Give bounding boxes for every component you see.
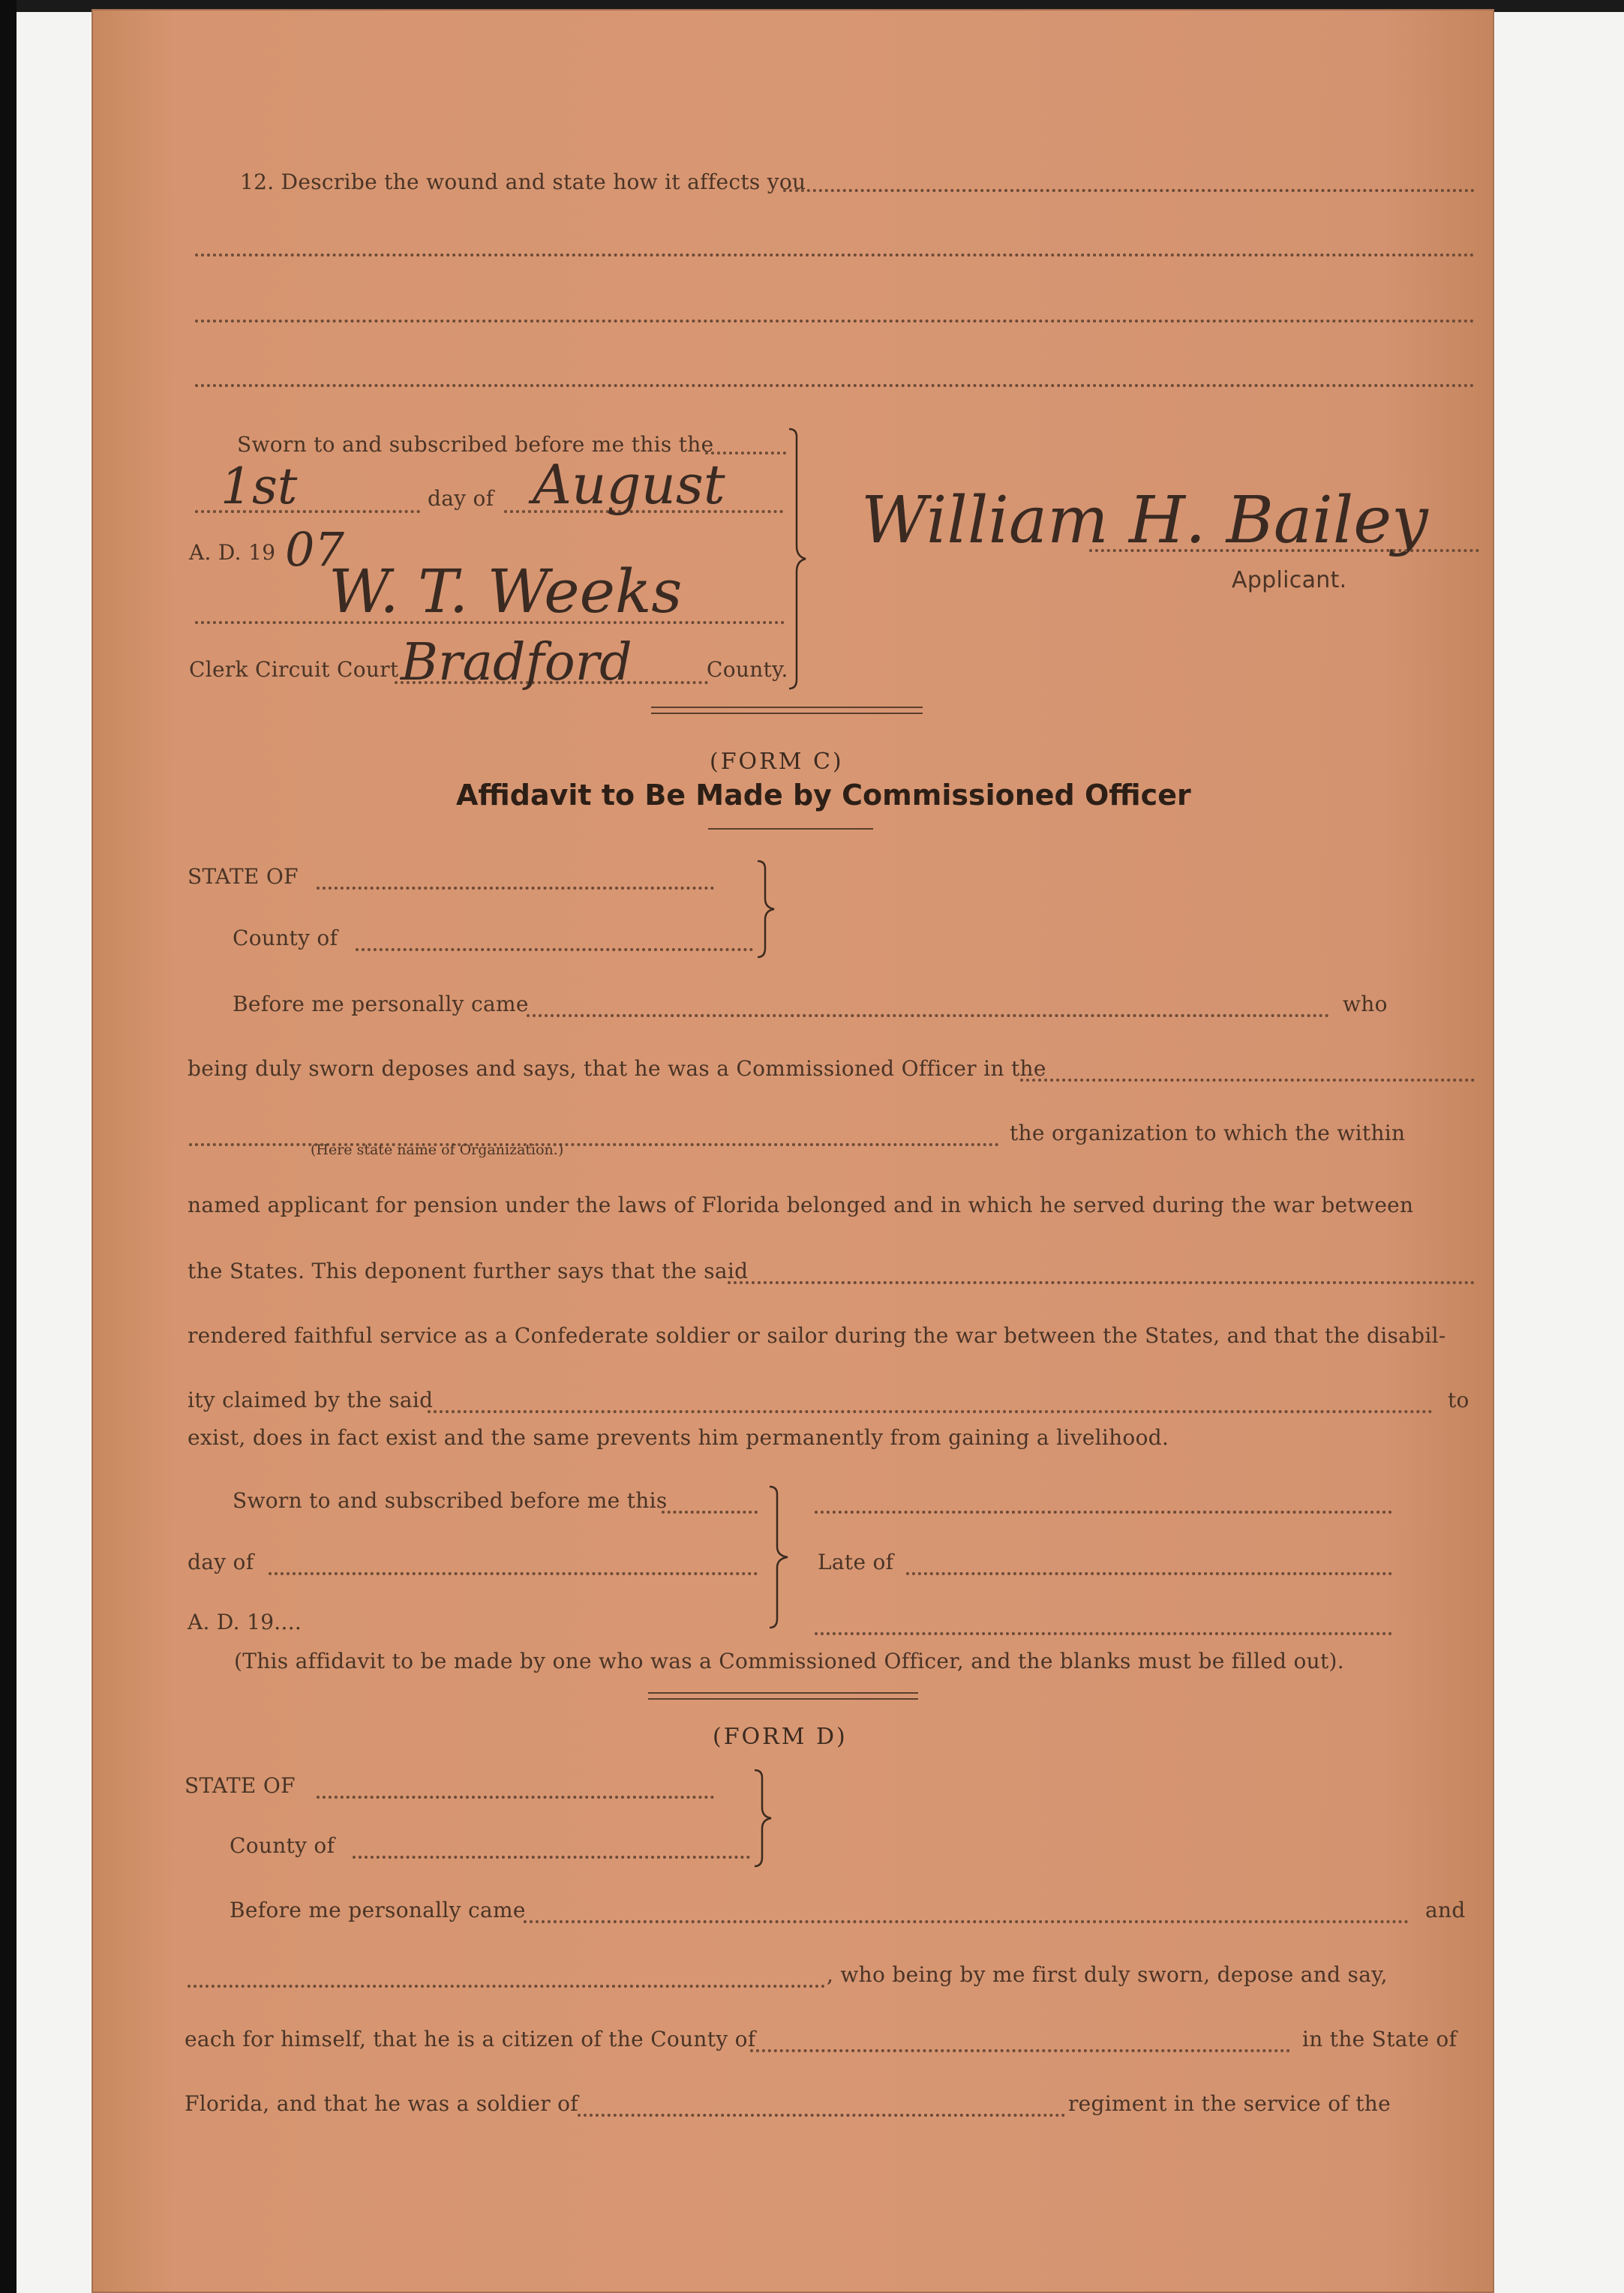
form-c-state-of: STATE OF	[188, 864, 299, 889]
form-c-name-blank[interactable]	[527, 1014, 1329, 1017]
form-c-officer-signature-line[interactable]	[815, 1511, 1392, 1514]
clerk-signature: W. T. Weeks	[329, 557, 683, 626]
form-c-note: (This affidavit to be made by one who was a Commissioned Officer, and the blanks must be filled out).	[234, 1649, 1344, 1673]
title-underline	[708, 828, 873, 830]
applicant-signature: William H. Bailey	[861, 483, 1428, 558]
form-c-county-of: County of	[233, 926, 338, 950]
document-page	[92, 9, 1494, 2293]
form-c-sworn-this: Sworn to and subscribed before me this	[233, 1488, 668, 1513]
divider	[648, 1698, 918, 1700]
ad-label: A. D. 19	[189, 540, 276, 565]
form-c-states-deponent: the States. This deponent further says that the said	[188, 1259, 749, 1283]
form-d-before-me: Before me personally came	[230, 1898, 526, 1922]
form-c-who: who	[1343, 992, 1388, 1016]
day-of-label: day of	[428, 486, 494, 511]
form-c-rendered: rendered faithful service as a Confederate soldier or sailor during the war between the States, and that the disabil-	[188, 1323, 1446, 1348]
form-c-before-me: Before me personally came	[233, 992, 529, 1016]
form-c-late-of: Late of	[818, 1550, 894, 1574]
form-d-regiment-blank[interactable]	[578, 2114, 1065, 2117]
form-d-and: and	[1425, 1898, 1466, 1922]
month-value: August	[533, 453, 725, 516]
form-c-late-of-blank[interactable]	[906, 1572, 1392, 1575]
form-d-county-blank[interactable]	[353, 1856, 750, 1859]
form-c-day-blank[interactable]	[269, 1572, 758, 1575]
form-d-name-blank-2[interactable]	[188, 1985, 825, 1988]
form-d-each-for: each for himself, that he is a citizen of the County of	[185, 2027, 756, 2051]
form-d-who-being: , who being by me first duly sworn, depose and say,	[827, 1962, 1388, 1987]
form-d-in-state: in the State of	[1302, 2027, 1457, 2051]
sworn-bracket	[786, 426, 816, 692]
day-value: 1st	[221, 458, 298, 515]
form-c-organization: the organization to which the within	[1010, 1121, 1406, 1145]
form-c-duly-sworn: being duly sworn deposes and says, that he was a Commissioned Officer in the	[188, 1056, 1046, 1081]
applicant-label: Applicant.	[1232, 567, 1347, 593]
form-d-regiment: regiment in the service of the	[1068, 2091, 1391, 2116]
form-d-state-bracket	[752, 1767, 782, 1869]
form-c-sworn-bracket	[767, 1484, 800, 1631]
county-label: County.	[707, 657, 788, 682]
clerk-label: Clerk Circuit Court	[189, 657, 399, 682]
divider	[648, 1692, 918, 1694]
scan-left-edge	[0, 0, 17, 2293]
form-c-named-applicant: named applicant for pension under the laws of Florida belonged and in which he served during the war between	[188, 1193, 1414, 1217]
answer-line-4[interactable]	[195, 384, 1475, 387]
year-value: 07	[285, 522, 344, 577]
county-value: Bradford	[401, 633, 632, 692]
form-c-said-blank[interactable]	[728, 1281, 1475, 1284]
form-d-state-blank[interactable]	[317, 1796, 714, 1799]
answer-line-3[interactable]	[195, 320, 1475, 323]
form-c-to: to	[1448, 1388, 1469, 1412]
form-c-sworn-blank[interactable]	[662, 1511, 758, 1514]
sworn-line: Sworn to and subscribed before me this the	[237, 432, 714, 457]
form-c-county-blank[interactable]	[356, 948, 753, 951]
form-d-name-blank-1[interactable]	[524, 1920, 1409, 1923]
form-c-state-bracket	[755, 858, 785, 960]
form-c-org-blank-1[interactable]	[1020, 1079, 1475, 1082]
form-c-state-blank[interactable]	[317, 887, 714, 890]
form-d-label: (FORM D)	[713, 1724, 848, 1750]
form-c-label: (FORM C)	[710, 749, 844, 775]
form-d-florida-soldier: Florida, and that he was a soldier of	[185, 2091, 578, 2116]
answer-line-1[interactable]	[783, 189, 1475, 192]
form-c-title: Affidavit to Be Made by Commissioned Officer	[456, 779, 1191, 812]
answer-line-2[interactable]	[195, 254, 1475, 257]
divider	[651, 713, 923, 714]
applicant-line[interactable]	[1089, 549, 1479, 552]
question-12: 12. Describe the wound and state how it affects you	[240, 170, 806, 194]
form-c-claimed: ity claimed by the said	[188, 1388, 434, 1412]
form-d-state-of: STATE OF	[185, 1773, 296, 1798]
form-d-county-of: County of	[230, 1833, 335, 1858]
form-c-org-note: (Here state name of Organization.)	[311, 1142, 564, 1158]
form-c-claimed-blank[interactable]	[428, 1410, 1433, 1413]
form-c-day-of: day of	[188, 1550, 254, 1574]
form-c-ad: A. D. 19....	[188, 1610, 302, 1634]
form-c-exist: exist, does in fact exist and the same prevents him permanently from gaining a livelihood.	[188, 1425, 1169, 1450]
form-c-officer-line-2[interactable]	[815, 1632, 1392, 1635]
form-d-county-citizen-blank[interactable]	[750, 2049, 1290, 2052]
divider	[651, 707, 923, 708]
